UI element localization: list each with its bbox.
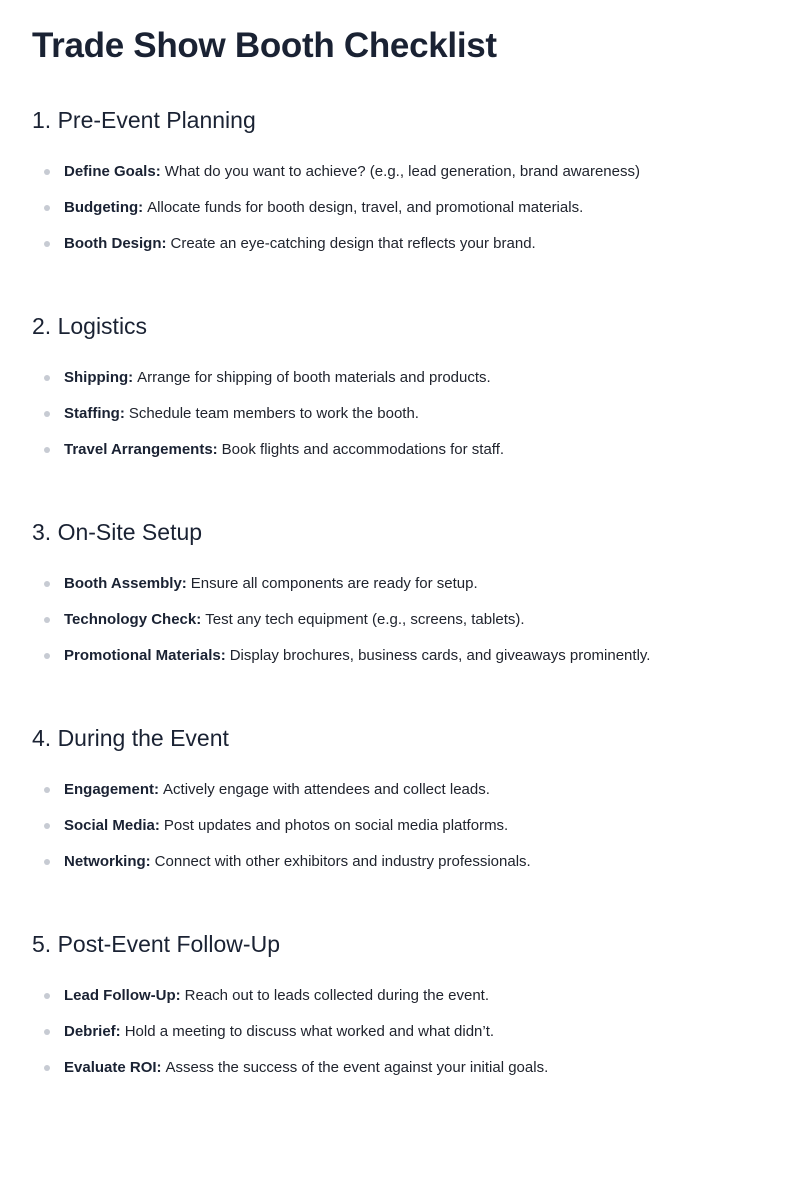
item-label: Promotional Materials: — [64, 647, 226, 664]
list-item — [32, 978, 768, 1014]
bullet-dot-icon — [44, 241, 50, 247]
list-item — [32, 844, 768, 880]
item-label: Networking: — [64, 853, 151, 870]
item-description: Book flights and accommodations for staff. — [221, 441, 505, 458]
bullet-dot-icon — [44, 447, 50, 453]
bullet-dot-icon — [44, 1029, 50, 1035]
list-item — [32, 1014, 768, 1050]
item-label: Evaluate ROI: — [64, 1059, 162, 1076]
section-heading: 2. Logistics — [32, 313, 148, 339]
bullet-dot-icon — [44, 375, 50, 381]
list-item — [32, 566, 768, 602]
item-description: Hold a meeting to discuss what worked and what didn’t. — [124, 1023, 495, 1040]
list-item — [32, 396, 768, 432]
item-description: Test any tech equipment (e.g., screens, tablets). — [205, 611, 525, 628]
item-description: Post updates and photos on social media platforms. — [163, 817, 509, 834]
item-label: Staffing: — [64, 405, 125, 422]
list-item — [32, 808, 768, 844]
item-description: Display brochures, business cards, and giveaways prominently. — [229, 647, 651, 664]
list-item — [32, 772, 768, 808]
item-description: Arrange for shipping of booth materials and products. — [137, 369, 491, 386]
item-description: Actively engage with attendees and collect leads. — [163, 781, 490, 798]
bullet-dot-icon — [44, 581, 50, 587]
bullet-dot-icon — [44, 993, 50, 999]
item-description: What do you want to achieve? (e.g., lead generation, brand awareness) — [164, 163, 640, 180]
list-item — [32, 154, 768, 190]
bullet-dot-icon — [44, 787, 50, 793]
bullet-dot-icon — [44, 653, 50, 659]
list-item — [32, 638, 768, 674]
list-item — [32, 1050, 768, 1086]
checklist-sections — [32, 104, 768, 1086]
item-description: Allocate funds for booth design, travel, and promotional materials. — [147, 199, 584, 216]
item-label: Debrief: — [64, 1023, 121, 1040]
section-heading: 4. During the Event — [32, 725, 229, 751]
item-label: Social Media: — [64, 817, 160, 834]
item-description: Reach out to leads collected during the event. — [184, 987, 490, 1004]
checklist-items — [32, 154, 768, 262]
checklist-section — [32, 928, 768, 1086]
bullet-dot-icon — [44, 411, 50, 417]
list-item — [32, 226, 768, 262]
item-description: Schedule team members to work the booth. — [128, 405, 419, 422]
item-description: Create an eye-catching design that reflects your brand. — [170, 235, 536, 252]
checklist-items — [32, 360, 768, 468]
bullet-dot-icon — [44, 823, 50, 829]
section-heading: 1. Pre-Event Planning — [32, 107, 256, 133]
list-item — [32, 360, 768, 396]
item-description: Ensure all components are ready for setup. — [190, 575, 478, 592]
item-label: Booth Assembly: — [64, 575, 187, 592]
checklist-section — [32, 104, 768, 262]
page-title: Trade Show Booth Checklist — [32, 26, 497, 65]
item-description: Assess the success of the event against your initial goals. — [165, 1059, 549, 1076]
item-label: Shipping: — [64, 369, 134, 386]
item-label: Budgeting: — [64, 199, 144, 216]
item-label: Technology Check: — [64, 611, 202, 628]
checklist-section — [32, 722, 768, 880]
item-label: Define Goals: — [64, 163, 161, 180]
bullet-dot-icon — [44, 205, 50, 211]
item-label: Lead Follow-Up: — [64, 987, 181, 1004]
item-label: Engagement: — [64, 781, 160, 798]
item-label: Travel Arrangements: — [64, 441, 218, 458]
bullet-dot-icon — [44, 169, 50, 175]
bullet-dot-icon — [44, 859, 50, 865]
list-item — [32, 190, 768, 226]
checklist-items — [32, 772, 768, 880]
list-item — [32, 602, 768, 638]
checklist-items — [32, 566, 768, 674]
bullet-dot-icon — [44, 1065, 50, 1071]
bullet-dot-icon — [44, 617, 50, 623]
checklist-section — [32, 516, 768, 674]
checklist-section — [32, 310, 768, 468]
section-heading: 3. On-Site Setup — [32, 519, 203, 545]
checklist-items — [32, 978, 768, 1086]
item-description: Connect with other exhibitors and industry professionals. — [154, 853, 531, 870]
list-item — [32, 432, 768, 468]
section-heading: 5. Post-Event Follow-Up — [32, 931, 280, 957]
item-label: Booth Design: — [64, 235, 167, 252]
